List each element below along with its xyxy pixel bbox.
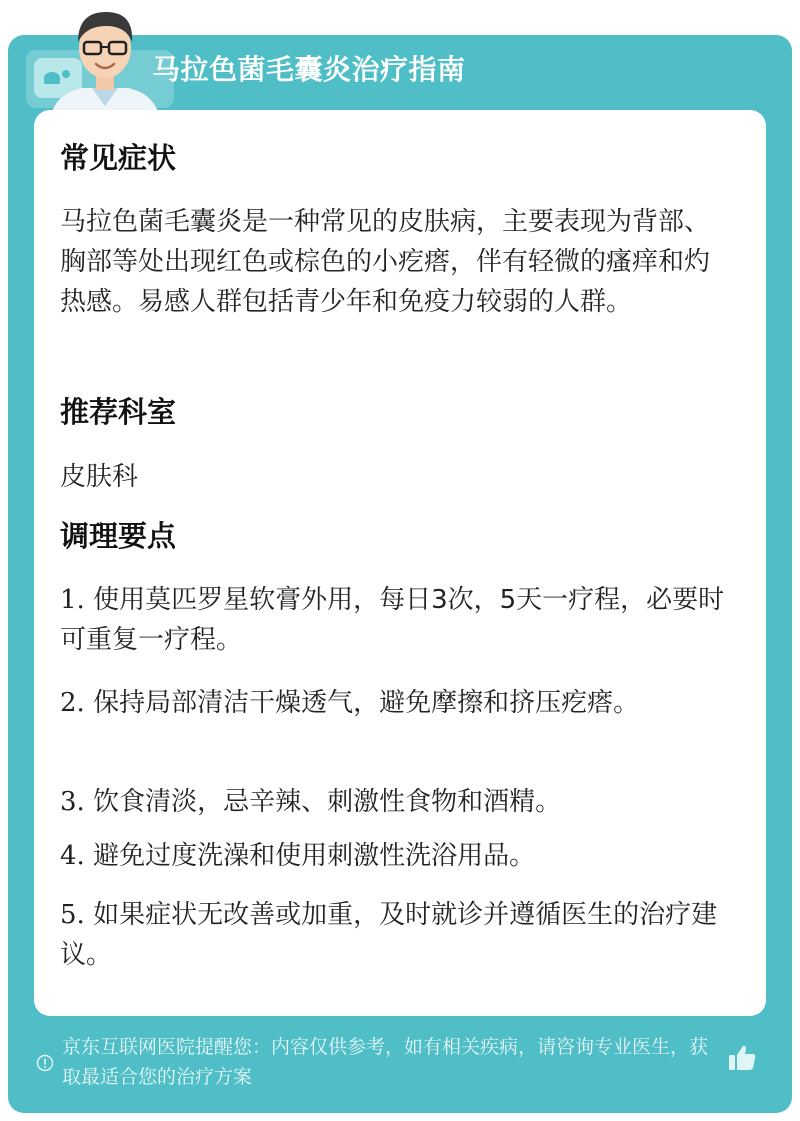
care-item xyxy=(60,836,730,876)
care-item-text: 保持局部清洁干燥透气，避免摩擦和挤压疙瘩。 xyxy=(93,688,640,718)
care-item xyxy=(60,580,730,660)
symptoms-text: 马拉色菌毛囊炎是一种常见的皮肤病，主要表现为背部、胸部等处出现红色或棕色的小疙瘩，伴有轻微的瘙痒和灼热感。易感人群包括青少年和免疫力较弱的人群。 xyxy=(60,207,711,317)
department-heading: 推荐科室 xyxy=(60,395,177,429)
care-item-number: 1. xyxy=(60,585,85,615)
page-title: 马拉色菌毛囊炎治疗指南 xyxy=(152,53,466,86)
care-item-text: 避免过度洗澡和使用刺激性洗浴用品。 xyxy=(93,841,536,871)
care-item xyxy=(60,683,730,723)
content-card xyxy=(34,110,766,1016)
care-item-text: 如果症状无改善或加重，及时就诊并遵循医生的治疗建议。 xyxy=(60,900,718,970)
care-item-text: 饮食清淡，忌辛辣、刺激性食物和酒精。 xyxy=(93,787,562,817)
thumbs-up-icon[interactable] xyxy=(726,1042,758,1074)
care-item xyxy=(60,782,730,822)
symptoms-heading: 常见症状 xyxy=(60,141,177,175)
care-item-number: 2. xyxy=(60,688,85,718)
care-item-number: 3. xyxy=(60,787,85,817)
disclaimer-text: 京东互联网医院提醒您：内容仅供参考，如有相关疾病，请咨询专业医生，获取最适合您的治疗方案 xyxy=(62,1036,709,1088)
care-item-number: 4. xyxy=(60,841,85,871)
care-item xyxy=(60,895,730,975)
care-item-number: 5. xyxy=(60,900,85,930)
department-text: 皮肤科 xyxy=(60,462,139,492)
care-item-text: 使用莫匹罗星软膏外用，每日3次，5天一疗程，必要时可重复一疗程。 xyxy=(60,585,725,655)
info-icon xyxy=(36,1054,54,1072)
care-heading: 调理要点 xyxy=(60,519,177,553)
doctor-avatar xyxy=(40,2,170,120)
